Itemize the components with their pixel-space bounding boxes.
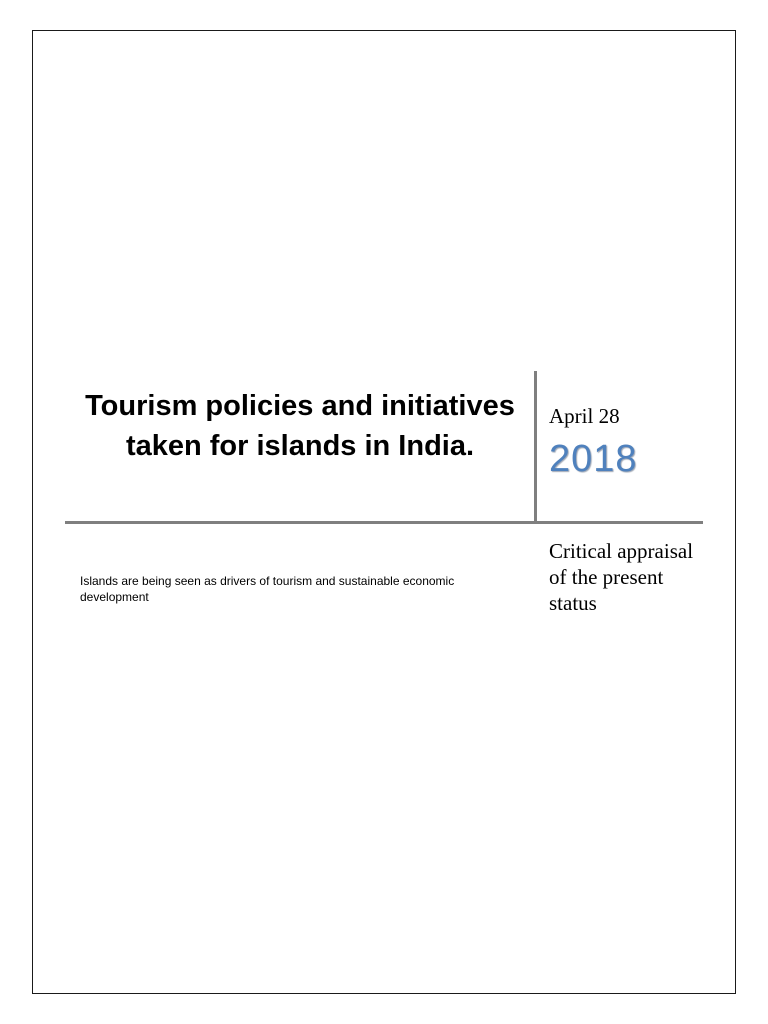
date-month-day: April 28 [549, 404, 620, 428]
horizontal-divider [65, 521, 703, 524]
page-border [32, 30, 736, 994]
vertical-divider [534, 371, 537, 522]
date-year: 2018 [549, 438, 638, 480]
document-title: Tourism policies and initiatives taken for islands in India. [85, 390, 515, 462]
document-subtitle: Critical appraisal of the present status [549, 539, 694, 615]
document-abstract: Islands are being seen as drivers of tourism and sustainable economic development [80, 574, 455, 604]
